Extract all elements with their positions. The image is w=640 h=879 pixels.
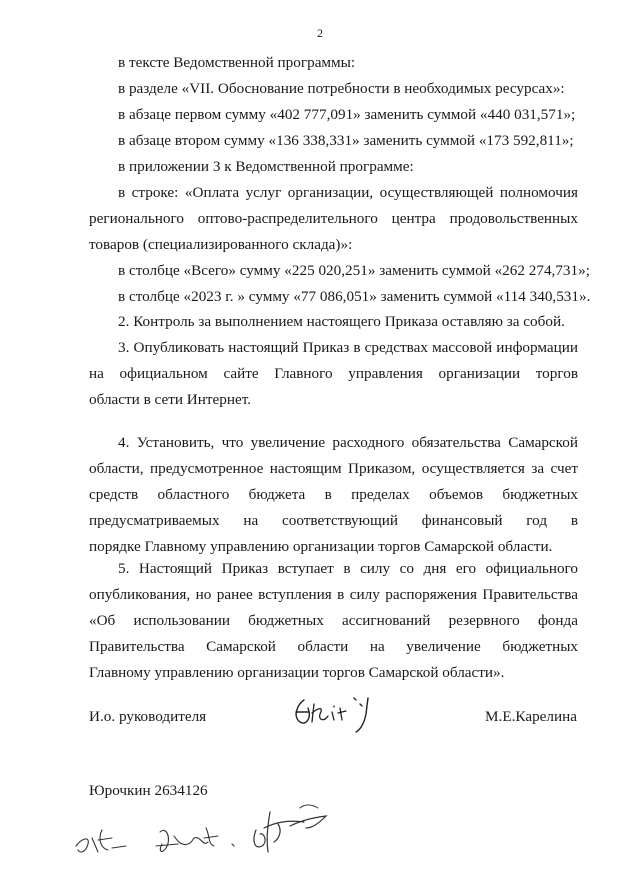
text-line: средств областного бюджета в пределах объемов бюджетных [89, 486, 578, 503]
text-line: в столбце «Всего» сумму «225 020,251» заменить суммой «262 274,731»; [118, 262, 590, 279]
text-line: в тексте Ведомственной программы: [118, 54, 356, 71]
text-line: порядке Главному управлению организации торгов Самарской области. [89, 538, 553, 555]
text-line: 4. Установить, что увеличение расходного обязательства Самарской [118, 434, 578, 451]
text-line: Главному управлению организации торгов Самарской области». [89, 664, 505, 681]
handwritten-initials [68, 798, 343, 870]
text-line: в столбце «2023 г. » сумму «77 086,051» заменить суммой «114 340,531». [118, 288, 591, 305]
text-line: в абзаце первом сумму «402 777,091» заменить суммой «440 031,571»; [118, 106, 576, 123]
page-number: 2 [317, 26, 323, 40]
executor-contact: Юрочкин 2634126 [89, 782, 208, 799]
text-line: области, предусмотренное настоящим Приказом, осуществляется за счет [89, 460, 578, 477]
signatory-title: И.о. руководителя [89, 708, 207, 725]
text-line: предусматриваемых на соответствующий финансовый год в [89, 512, 578, 529]
text-line: в абзаце втором сумму «136 338,331» заменить суммой «173 592,811»; [118, 132, 574, 149]
text-line: 3. Опубликовать настоящий Приказ в средствах массовой информации [118, 339, 578, 356]
text-line: в приложении 3 к Ведомственной программе: [118, 158, 414, 175]
text-line: на официальном сайте Главного управления организации торгов [89, 365, 578, 382]
text-line: Правительства Самарской области на увеличение бюджетных [89, 638, 578, 655]
text-line: 2. Контроль за выполнением настоящего Приказа оставляю за собой. [118, 313, 565, 330]
text-line: регионального оптово-распределительного центра продовольственных [89, 210, 578, 227]
text-line: опубликования, но ранее вступления в силу распоряжения Правительства [89, 586, 578, 603]
text-line: в строке: «Оплата услуг организации, осуществляющей полномочия [118, 184, 578, 201]
handwritten-signature [290, 686, 380, 736]
text-line: в разделе «VII. Обоснование потребности в необходимых ресурсах»: [118, 80, 565, 97]
signatory-name: М.Е.Карелина [485, 708, 577, 725]
text-line: 5. Настоящий Приказ вступает в силу со дня его официального [118, 560, 578, 577]
text-line: товаров (специализированного склада)»: [89, 236, 353, 253]
text-line: «Об использовании бюджетных ассигнований резервного фонда [89, 612, 578, 629]
text-line: области в сети Интернет. [89, 391, 251, 408]
